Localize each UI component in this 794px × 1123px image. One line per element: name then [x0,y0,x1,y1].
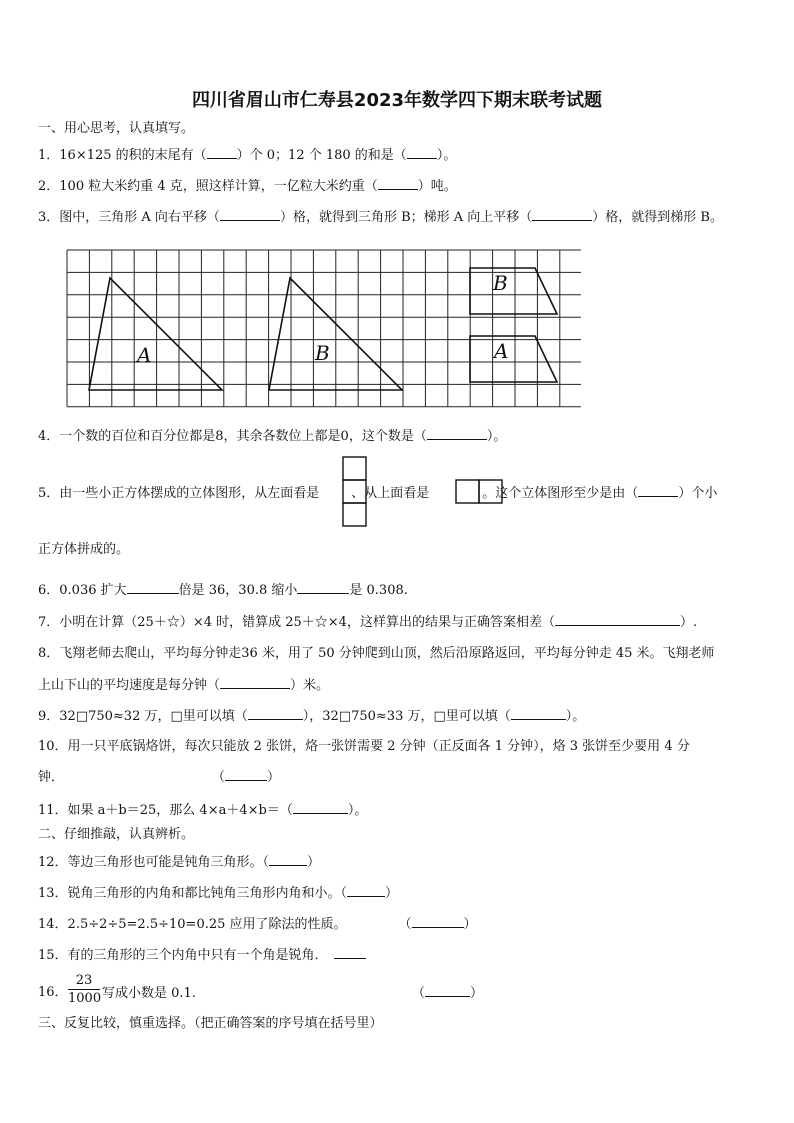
section-2-heading: 二、仔细推敲，认真辨析。 [38,827,195,842]
question-1: 1．16×125 的积的末尾有（ ）个 0；12 个 180 的和是（ ）。 [38,148,457,163]
triangle-b-label: B [315,341,330,365]
question-6: 6．0.036 扩大 倍是 36，30.8 缩小 是 0.308. [38,583,408,598]
answer-blank[interactable] [225,768,267,781]
question-10-continued: 钟． （ ） [38,770,281,785]
question-14: 14．2.5÷2÷5=2.5÷10=0.25 应用了除法的性质。 （ ） [38,917,477,932]
question-9: 9．32□750≈32 万，□里可以填（ ），32□750≈33 万，□里可以填（ ）。 [38,709,586,724]
answer-blank[interactable] [638,484,678,497]
question-5-continued: 正方体拼成的。 [38,542,130,557]
question-7: 7．小明在计算（25＋☆）×4 时，错算成 25＋☆×4，这样算出的结果与正确答案相差（ ）. [38,615,698,630]
answer-blank[interactable] [532,208,592,221]
top-view-figure [455,479,503,505]
answer-blank[interactable] [248,707,303,720]
page-title: 四川省眉山市仁寿县2023年数学四下期末联考试题 [191,90,603,111]
answer-blank[interactable] [220,676,290,689]
answer-blank[interactable] [511,707,566,720]
trapezoid-b-label: B [493,271,508,295]
answer-blank[interactable] [412,915,464,928]
question-2: 2．100 粒大米约重 4 克，照这样计算，一亿粒大米约重（ ）吨。 [38,179,457,194]
fraction-denominator: 1000 [68,991,102,1006]
answer-blank[interactable] [347,884,385,897]
answer-blank[interactable] [269,853,307,866]
left-view-figure [342,456,368,528]
translation-grid-figure [65,246,581,413]
answer-blank[interactable] [127,581,179,594]
answer-blank[interactable] [555,613,680,626]
question-4: 4．一个数的百位和百分位都是8，其余各数位上都是0，这个数是（ ）。 [38,429,507,444]
trapezoid-a-label: A [494,339,509,363]
question-8-continued: 上山下山的平均速度是每分钟（ ）米。 [38,678,330,693]
answer-blank[interactable] [427,427,487,440]
question-12: 12．等边三角形也可能是钝角三角形。（ ） [38,855,321,870]
answer-blank[interactable] [407,146,437,159]
question-8: 8．飞翔老师去爬山，平均每分钟走36 米，用了 50 分钟爬到山顶，然后沿原路返回，平均每分钟走 45 米。飞翔老师 [38,646,715,661]
question-3: 3．图中，三角形 A 向右平移（ ）格，就得到三角形 B；梯形 A 向上平移（ ）格，就得到梯形 B。 [38,210,723,225]
fraction-23-over-1000 [68,972,100,1007]
question-16: 写成小数是 0.1. （ ） [102,986,483,1001]
answer-blank[interactable] [220,208,280,221]
answer-blank[interactable] [425,984,470,997]
question-16-number: 16． [38,985,68,1000]
trapezoid-b [470,268,557,314]
answer-blank[interactable] [334,946,366,959]
triangle-a-label: A [137,343,152,367]
question-15: 15．有的三角形的三个内角中只有一个角是锐角． [38,946,366,965]
question-10: 10．用一只平底锅烙饼，每次只能放 2 张饼，烙一张饼需要 2 分钟（正反面各 1 分钟），烙 3 张饼至少要用 4 分 [38,739,690,754]
question-11: 11．如果 a＋b＝25，那么 4×a＋4×b＝（ ）。 [38,803,368,818]
trapezoid-a [470,336,557,382]
answer-blank[interactable] [378,177,418,190]
section-1-heading: 一、用心思考，认真填写。 [38,121,195,136]
answer-blank[interactable] [297,581,349,594]
fraction-numerator: 23 [68,972,100,990]
answer-blank[interactable] [293,801,348,814]
question-13: 13．锐角三角形的内角和都比钝角三角形内角和小。（ ） [38,886,399,901]
answer-blank[interactable] [207,146,237,159]
question-5: 5．由一些小正方体摆成的立体图形，从左面看是 、从上面看是 。这个立体图形至少是由（ ）个小 [38,486,718,501]
section-3-heading: 三、反复比较，慎重选择。（把正确答案的序号填在括号里） [38,1016,383,1031]
